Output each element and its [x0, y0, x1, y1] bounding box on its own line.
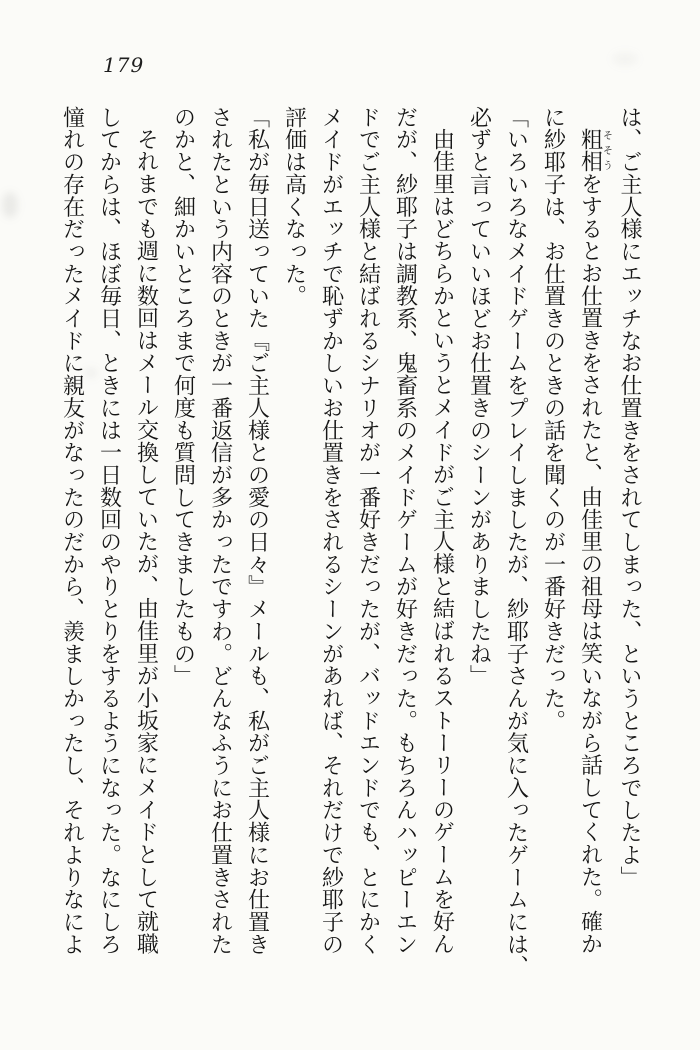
ruby-annotated-word: 粗相そそう: [577, 128, 612, 173]
text-line: 「いろいろなメイドゲームをプレイしましたが、紗耶子さんが気に入ったゲームには、: [503, 106, 529, 978]
text-line: 「私が毎日送っていた『ご主人様との愛の日々』メールも、私がご主人様にお仕置き: [244, 106, 270, 956]
text-line: 評価は高くなった。: [281, 106, 307, 308]
body-text-block: [54, 106, 649, 978]
page-number: 179: [103, 53, 145, 77]
text-line: は、ご主人様にエッチなお仕置きをされてしまった、というところでしたよ」: [617, 106, 642, 889]
text-line: 由佳里はどちらかというとメイドがご主人様と結ばれるストーリーのゲームを好ん: [429, 128, 455, 955]
text-line: のかと、細かいところまで何度も質問してきましたもの」: [170, 106, 196, 688]
text-line: 粗相そそうをするとお仕置きをされたと、由佳里の祖母は笑いながら話してくれた。確か: [577, 128, 612, 955]
text-line: してからは、ほぼ毎日、ときには一日数回のやりとりをするようになった。なにしろ: [96, 106, 122, 956]
scan-smudge: [2, 192, 18, 218]
text-line: 憧れの存在だったメイドに親友がなったのだから、羨ましかったし、それよりなによ: [59, 106, 85, 956]
text-line: 必ずと言っていいほどお仕置きのシーンがありましたね」: [466, 106, 492, 688]
scan-smudge: [612, 52, 638, 66]
text-line: だが、紗耶子は調教系、鬼畜系のメイドゲームが好きだった。もちろんハッピーエン: [392, 106, 418, 956]
text-line: に紗耶子は、お仕置きのときの話を聞くのが一番好きだった。: [540, 106, 566, 732]
text-line: それまでも週に数回はメール交換していたが、由佳里が小坂家にメイドとして就職: [133, 128, 159, 955]
text-line: ドでご主人様と結ばれるシナリオが一番好きだったが、バッドエンドでも、とにかく: [355, 106, 381, 956]
text-line: メイドがエッチで恥ずかしいお仕置きをされるシーンがあれば、それだけで紗耶子の: [318, 106, 344, 956]
text-line: されたという内容のときが一番返信が多かったですわ。どんなふうにお仕置きされた: [207, 106, 233, 956]
furigana: そそう: [600, 128, 612, 173]
